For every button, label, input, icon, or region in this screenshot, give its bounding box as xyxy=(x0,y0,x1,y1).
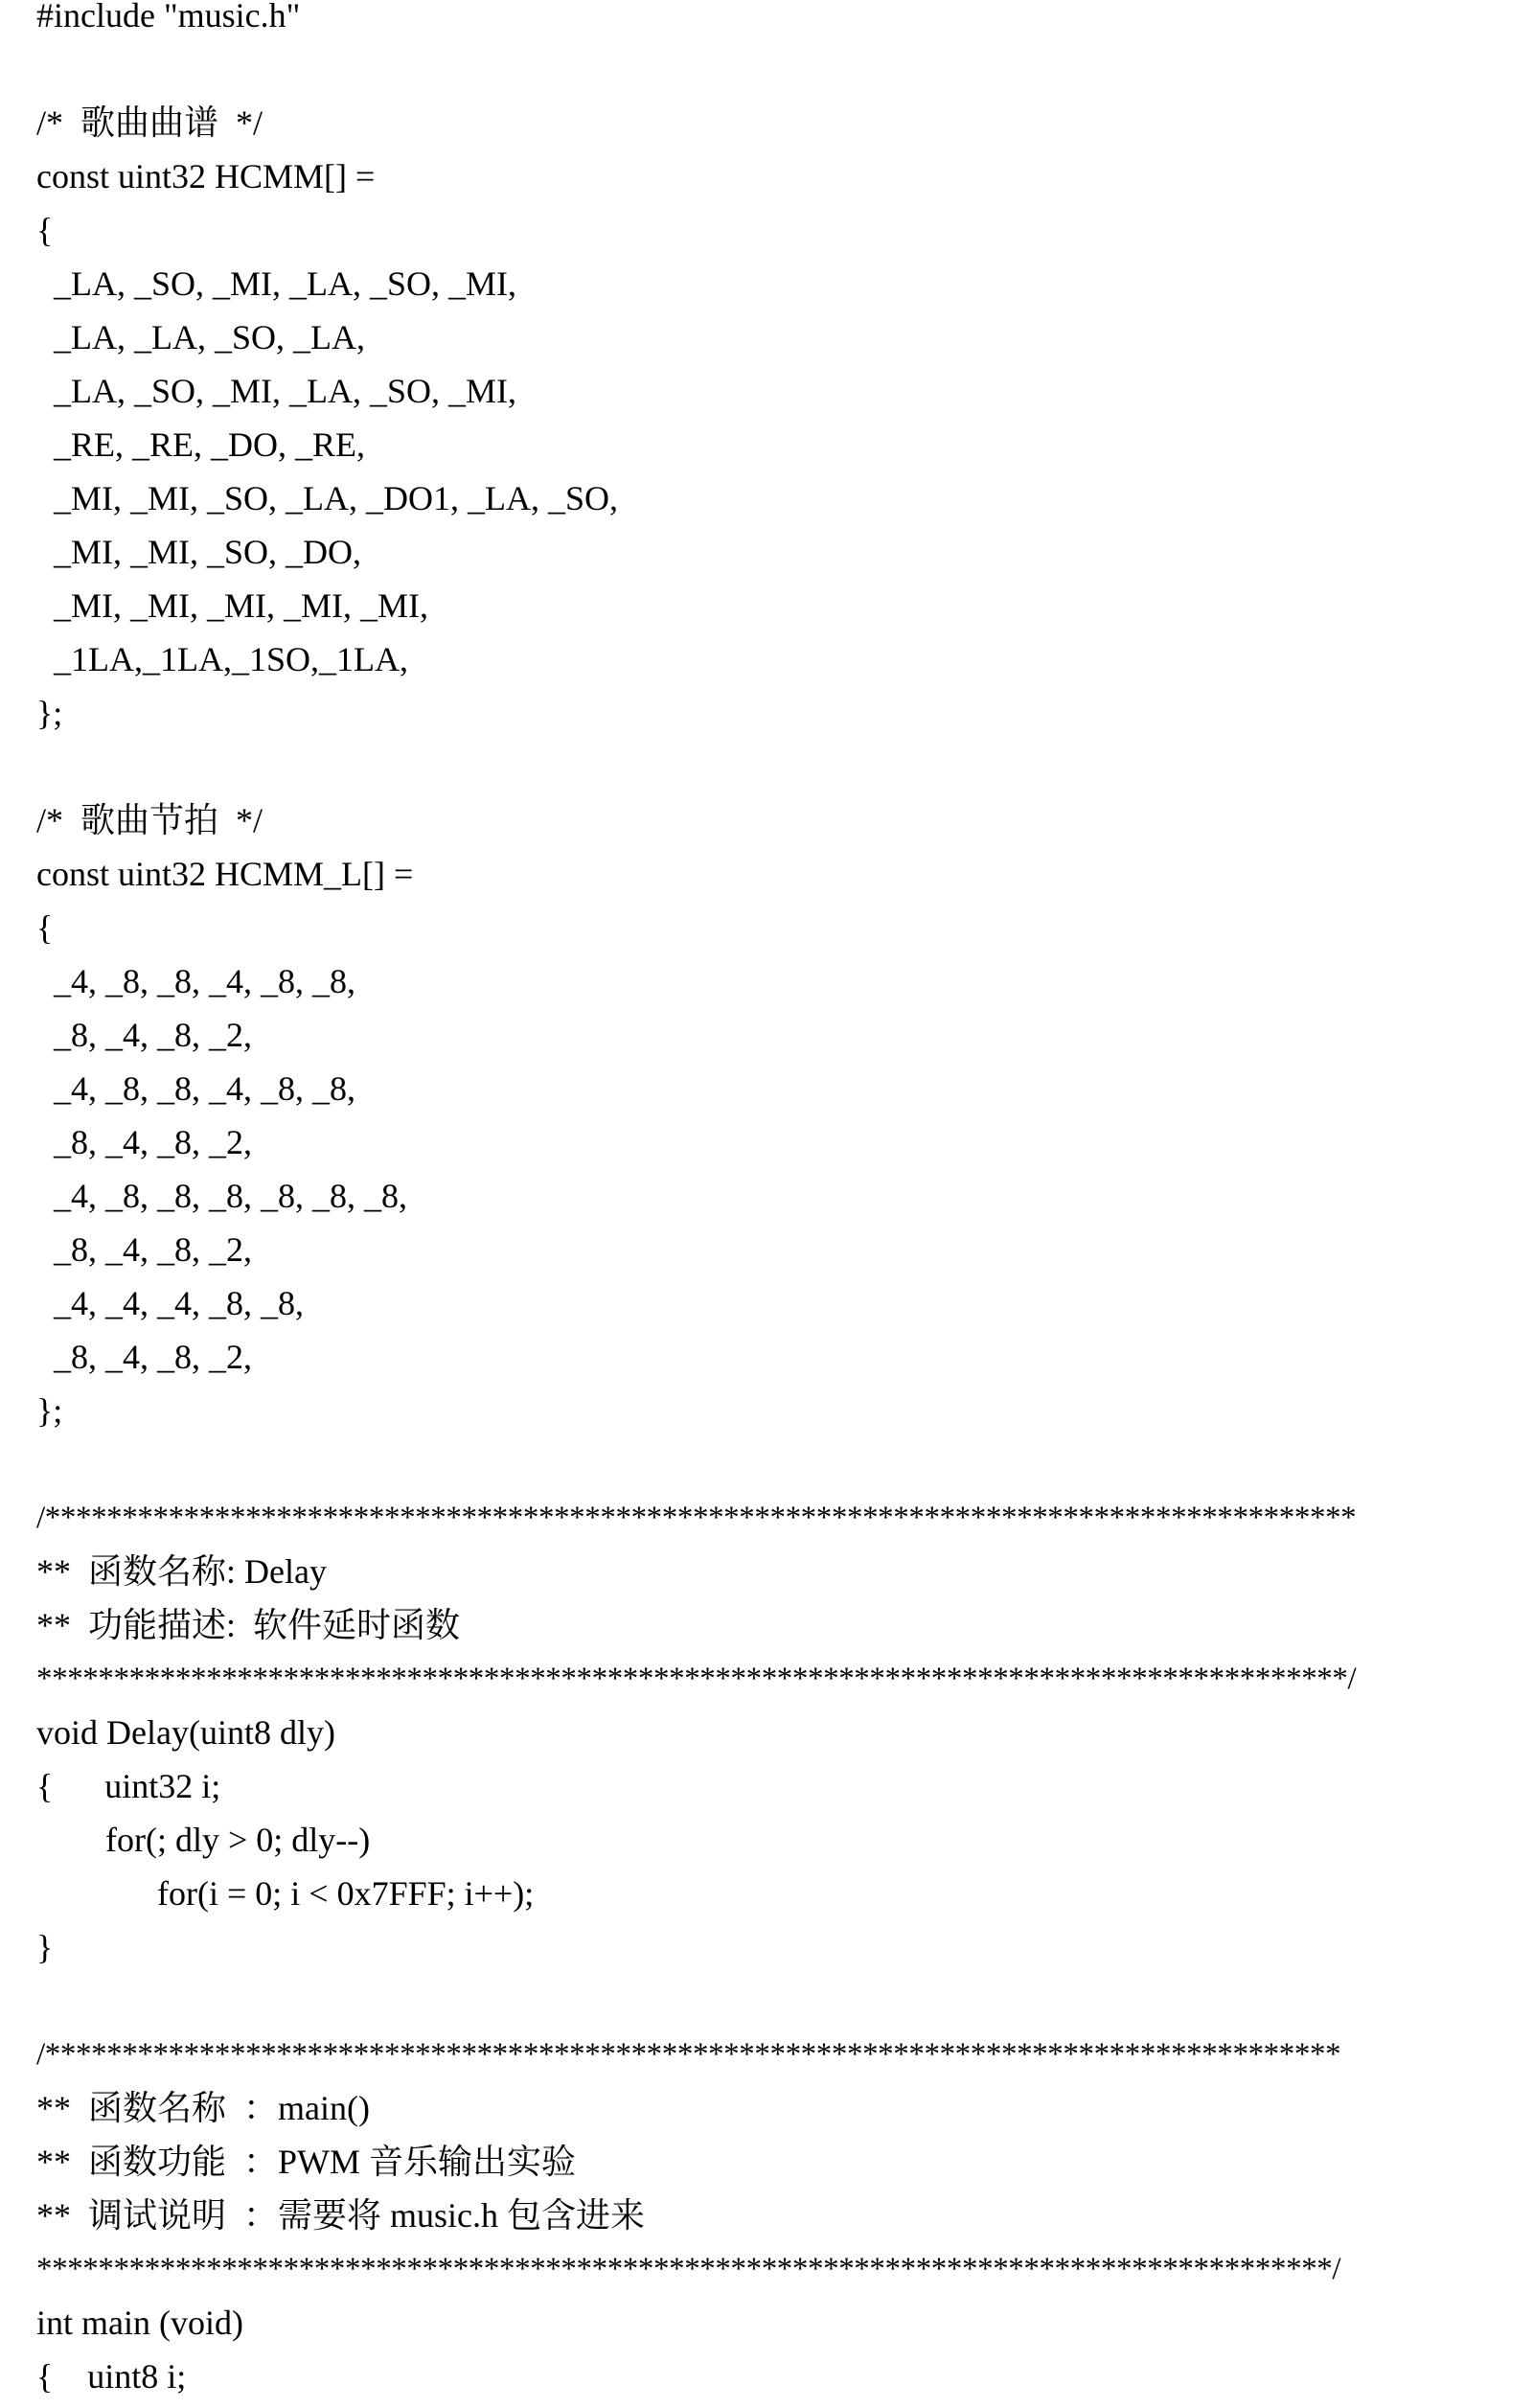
code-line: { uint8 i; xyxy=(36,2357,187,2396)
code-line: _4, _8, _8, _8, _8, _8, _8, xyxy=(36,1177,407,1215)
code-line: void Delay(uint8 dly) xyxy=(36,1713,335,1752)
code-line: _LA, _LA, _SO, _LA, xyxy=(36,318,365,356)
code-line: }; xyxy=(36,694,63,732)
code-line: _RE, _RE, _DO, _RE, xyxy=(36,425,366,464)
code-line: /* 歌曲节拍 */ xyxy=(36,801,263,839)
code-line: _8, _4, _8, _2, xyxy=(36,1123,252,1161)
code-line: const uint32 HCMM_L[] = xyxy=(36,855,414,893)
code-line: int main (void) xyxy=(36,2304,243,2342)
code-line: ** 函数名称 ：main() xyxy=(36,2089,370,2127)
code-line: _8, _4, _8, _2, xyxy=(36,1230,252,1269)
code-line: *************************************************************************************/ xyxy=(36,1662,1357,1696)
code-line: _MI, _MI, _SO, _DO, xyxy=(36,533,362,571)
code-line: ************************************************************************************/ xyxy=(36,2252,1341,2286)
code-line: { uint32 i; xyxy=(36,1767,221,1805)
code-line: { xyxy=(36,908,54,947)
code-line: ** 函数名称: Delay xyxy=(36,1552,327,1591)
code-line: _1LA,_1LA,_1SO,_1LA, xyxy=(36,640,408,678)
code-line: ** 功能描述: 软件延时函数 xyxy=(36,1606,461,1644)
code-line: /************************************************************************************ xyxy=(36,2037,1341,2072)
code-line: _4, _8, _8, _4, _8, _8, xyxy=(36,1069,355,1108)
code-line: _8, _4, _8, _2, xyxy=(36,1338,252,1376)
code-line: { xyxy=(36,211,54,249)
code-line: ** 函数功能 ：PWM 音乐输出实验 xyxy=(36,2143,577,2181)
code-line: const uint32 HCMM[] = xyxy=(36,157,376,195)
code-line: /* 歌曲曲谱 */ xyxy=(36,103,263,142)
code-line: _LA, _SO, _MI, _LA, _SO, _MI, xyxy=(36,372,517,410)
code-line: _MI, _MI, _SO, _LA, _DO1, _LA, _SO, xyxy=(36,479,619,517)
code-line: /************************************************************************************* xyxy=(36,1501,1357,1535)
code-line: for(; dly > 0; dly--) xyxy=(36,1821,371,1859)
code-line: } xyxy=(36,1928,54,1966)
code-line: _8, _4, _8, _2, xyxy=(36,1016,252,1054)
code-line: }; xyxy=(36,1391,63,1430)
code-line: for(i = 0; i < 0x7FFF; i++); xyxy=(36,1874,535,1913)
code-line: _LA, _SO, _MI, _LA, _SO, _MI, xyxy=(36,264,517,303)
code-line: #include "music.h" xyxy=(36,0,301,34)
code-line: _MI, _MI, _MI, _MI, _MI, xyxy=(36,586,428,625)
code-line: ** 调试说明 ：需要将 music.h 包含进来 xyxy=(36,2196,645,2235)
code-line: _4, _8, _8, _4, _8, _8, xyxy=(36,962,355,1000)
code-line: _4, _4, _4, _8, _8, xyxy=(36,1284,304,1322)
